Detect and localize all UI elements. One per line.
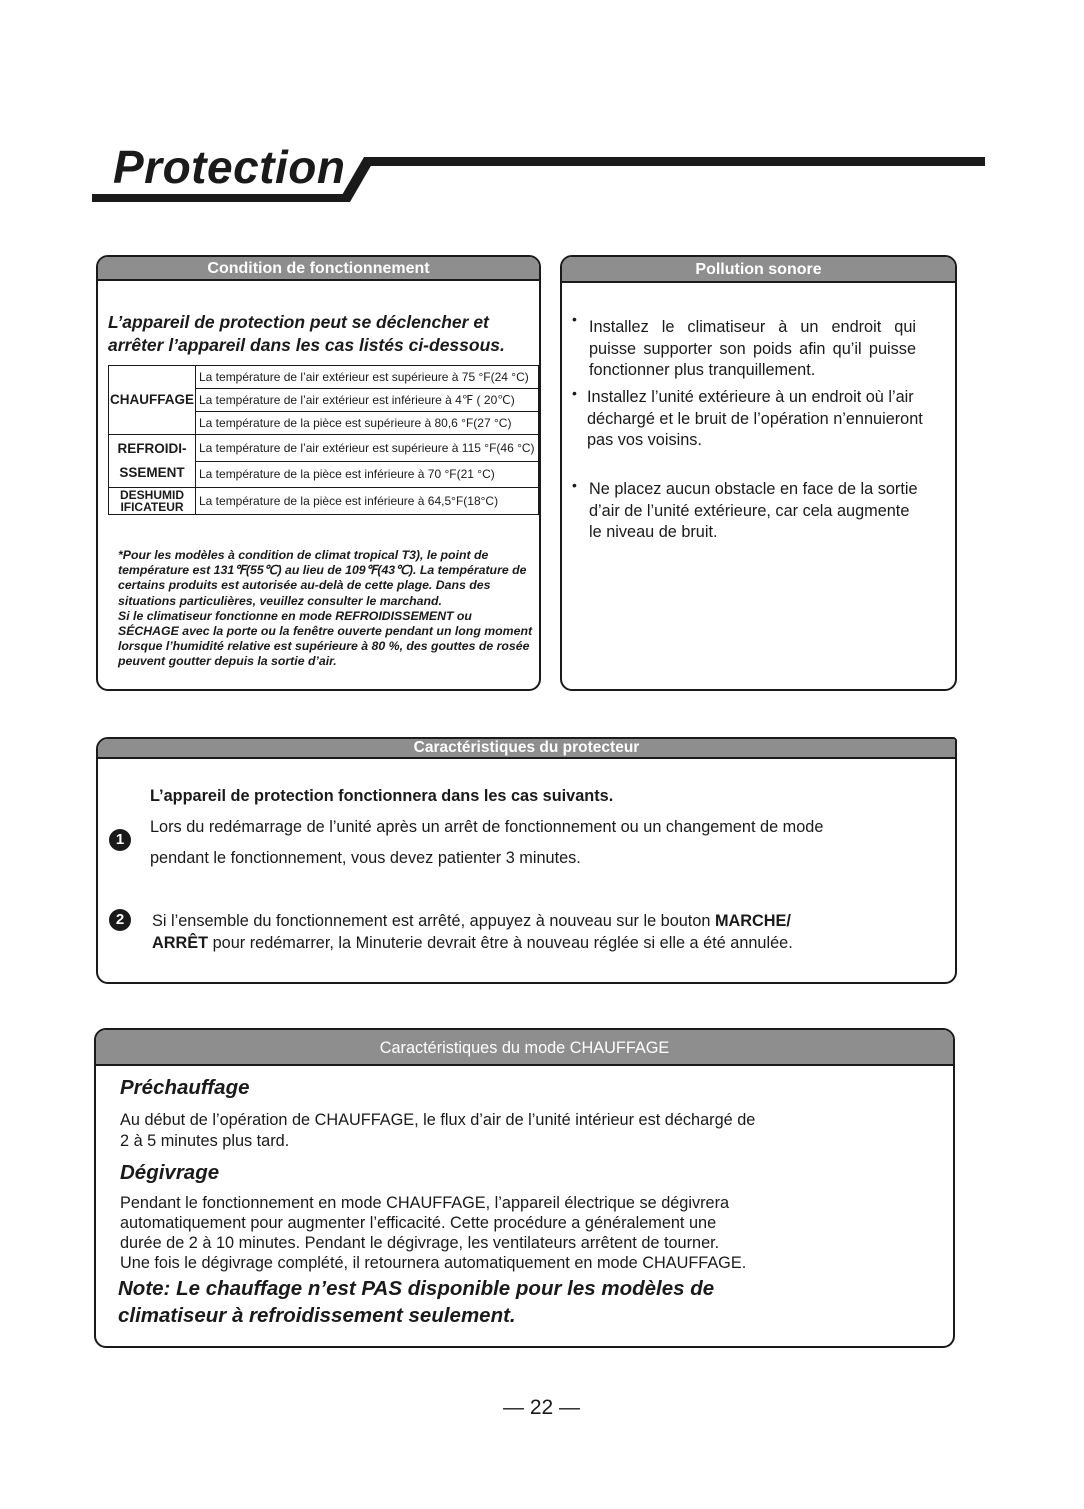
condition-cell: La température de la pièce est supérieure à 80,6 °F(27 °C) [196, 412, 539, 435]
mode-dehum-line1: DESHUMID [119, 488, 184, 502]
protector-lead: L’appareil de protection fonctionnera dans les cas suivants. [150, 787, 614, 805]
preheat-title: Préchauffage [120, 1076, 250, 1099]
preheat-line-1: Au début de l’opération de CHAUFFAGE, le flux d’air de l’unité intérieur est déchargé de [120, 1111, 756, 1129]
condition-intro: L’appareil de protection peut se déclencher et arrêter l’appareil dans les cas listés ci-dessous. [108, 312, 505, 355]
on-off-label: MARCHE/ [714, 912, 791, 930]
table-row [109, 366, 539, 389]
condition-heading: Condition de fonctionnement [98, 257, 539, 281]
protector-item-1-line-1: Lors du redémarrage de l’unité après un arrêt de fonctionnement ou un changement de mode [150, 818, 824, 836]
page-title: Protection [113, 141, 346, 193]
off-label: ARRÊT [152, 934, 209, 952]
heating-note-line-1: Note: Le chauffage n’est PAS disponible pour les modèles de [118, 1277, 715, 1300]
heating-heading: Caractéristiques du mode CHAUFFAGE [96, 1030, 953, 1066]
heating-note [118, 1275, 714, 1329]
title-underline [92, 194, 350, 202]
table-row [109, 435, 539, 462]
protector-item-2 [152, 910, 932, 954]
mode-cooling-line2: SSEMENT [119, 465, 185, 480]
bullet-dot: • [572, 477, 577, 493]
pollution-heading: Pollution sonore [562, 257, 955, 283]
defrost-line-1: Pendant le fonctionnement en mode CHAUFFAGE, l’appareil électrique se dégivrera [120, 1194, 730, 1212]
condition-note-2: Si le climatiseur fonctionne en mode REFROIDISSEMENT ou SÉCHAGE avec la porte ou la fenêtre ouverte pendant un long moment lorsque l’humidité relative est supérieure à 80 %, des gouttes de rosée peuvent goutter depuis la sortie d’air. [118, 608, 533, 669]
heating-box [94, 1028, 955, 1348]
protector-box [96, 737, 957, 984]
defrost-line-2: automatiquement pour augmenter l’efficacité. Cette procédure a généralement une [120, 1214, 717, 1232]
condition-note [118, 548, 533, 670]
bullet-dot: • [572, 385, 577, 401]
number-one-icon: 1 [109, 829, 131, 851]
condition-cell: La température de la pièce est inférieure à 64,5°F(18°C) [196, 488, 539, 515]
number-two-icon: 2 [109, 909, 131, 931]
defrost-line-3: durée de 2 à 10 minutes. Pendant le dégivrage, les ventilateurs arrêtent de tourner. [120, 1234, 720, 1252]
heating-note-line-2: climatiseur à refroidissement seulement. [118, 1304, 516, 1327]
mode-dehum-line2: IFICATEUR [120, 500, 184, 514]
page-number: — 22 — [503, 1396, 581, 1419]
protector-item-2-tail: pour redémarrer, la Minuterie devrait être à nouveau réglée si elle a été annulée. [208, 934, 793, 952]
preheat-line-2: 2 à 5 minutes plus tard. [120, 1132, 290, 1150]
protector-item-1-line-2: pendant le fonctionnement, vous devez patienter 3 minutes. [150, 849, 581, 867]
pollution-bullet-3: Ne placez aucun obstacle en face de la sortie d’air de l’unité extérieure, car cela augmente le niveau de bruit. [589, 480, 918, 541]
title-rule [364, 157, 985, 166]
mode-dehumidifier [109, 488, 196, 515]
condition-cell: La température de l’air extérieur est inférieure à 4℉ ( 20℃) [196, 389, 539, 412]
defrost-line-4: Une fois le dégivrage complété, il retournera automatiquement en mode CHAUFFAGE. [120, 1254, 747, 1272]
mode-heating: CHAUFFAGE [109, 366, 196, 435]
condition-note-1: *Pour les modèles à condition de climat tropical T3), le point de température est 131℉(55℃) au lieu de 109℉(43℃). La température de certains produits est autorisée au-delà de cette plage. Dans des situations particulières, veuillez consulter le marchand. [118, 548, 527, 608]
condition-cell: La température de l’air extérieur est supérieure à 75 °F(24 °C) [196, 366, 539, 389]
defrost-title: Dégivrage [120, 1161, 220, 1184]
pollution-bullet-2: Installez l’unité extérieure à un endroit où l’air déchargé et le bruit de l’opération n’ennuieront pas vos voisins. [587, 388, 923, 449]
pollution-bullet-1: Installez le climatiseur à un endroit qui puisse supporter son poids afin qu’il puisse fonctionner plus tranquillement. [589, 318, 916, 379]
bullet-dot: • [572, 311, 577, 327]
mode-cooling [109, 435, 196, 488]
condition-cell: La température de la pièce est inférieure à 70 °F(21 °C) [196, 461, 539, 488]
condition-box [96, 255, 541, 691]
protector-heading: Caractéristiques du protecteur [98, 739, 955, 759]
protector-item-2-text: Si l’ensemble du fonctionnement est arrêté, appuyez à nouveau sur le bouton [152, 912, 715, 930]
condition-table [108, 365, 539, 515]
table-row [109, 488, 539, 515]
pollution-box [560, 255, 957, 691]
condition-cell: La température de l’air extérieur est supérieure à 115 °F(46 °C) [196, 435, 539, 462]
mode-cooling-line1: REFROIDI- [117, 441, 187, 456]
title-rule-slant [336, 156, 376, 204]
